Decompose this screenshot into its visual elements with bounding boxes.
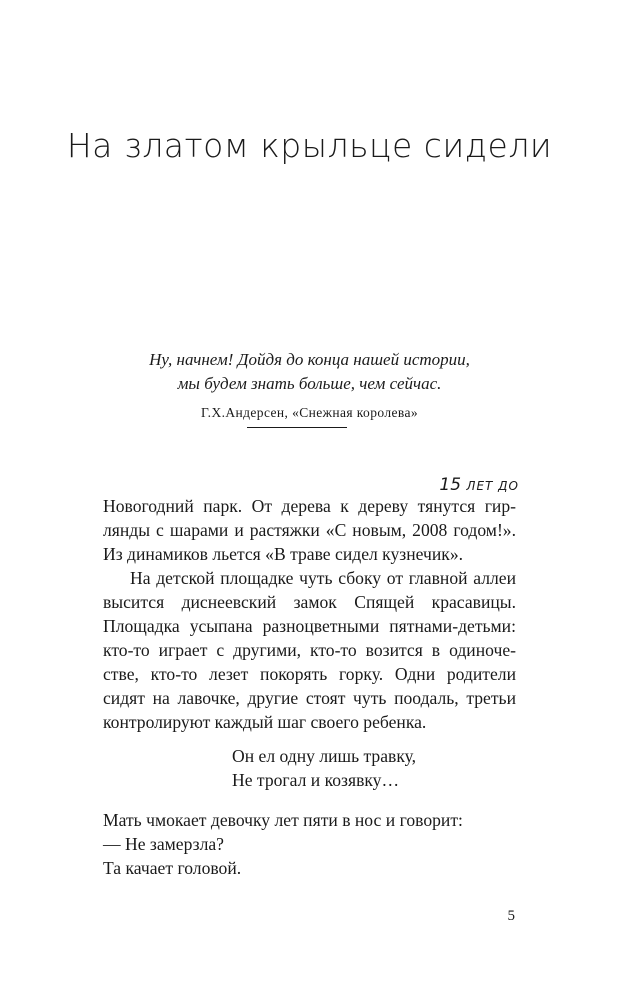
text-line: Та качает головой. bbox=[103, 858, 242, 878]
epigraph-divider bbox=[247, 427, 347, 428]
epigraph-line: Ну, начнем! Дойдя до конца нашей истории, bbox=[149, 350, 470, 369]
text-line: стве, кто-то лезет покорять горку. Одни родители bbox=[103, 664, 516, 684]
chapter-title: На златом крыльце сидели bbox=[66, 126, 553, 165]
paragraph-3 bbox=[103, 808, 516, 880]
poem-line: Он ел одну лишь травку, bbox=[232, 746, 417, 766]
text-line: Площадка усыпана разноцветными пятнами-детьми: bbox=[103, 616, 516, 636]
text-line: На детской площадке чуть сбоку от главной аллеи bbox=[130, 568, 516, 588]
text-line: сидят на лавочке, другие стоят чуть поодаль, третьи bbox=[103, 688, 516, 708]
epigraph bbox=[0, 348, 619, 423]
text-line: кто-то играет с другими, кто-то возится в одиноче- bbox=[103, 640, 516, 660]
paragraph-2 bbox=[103, 566, 516, 734]
text-line: высится диснеевский замок Спящей красавицы. bbox=[103, 592, 516, 612]
text-line: лянды с шарами и растяжки «С новым, 2008 годом!». bbox=[103, 520, 516, 540]
page-number: 5 bbox=[507, 908, 515, 924]
text-line: контролируют каждый шаг своего ребенка. bbox=[103, 712, 427, 732]
time-marker-text: ЛЕТ ДО bbox=[466, 479, 519, 493]
time-marker-number: 15 bbox=[439, 475, 462, 495]
poem-excerpt bbox=[232, 744, 416, 792]
epigraph-source: Г.Х.Андерсен, «Снежная королева» bbox=[200, 405, 418, 420]
poem-line: Не трогал и козявку… bbox=[232, 770, 400, 790]
text-line: Новогодний парк. От дерева к дереву тянутся гир- bbox=[103, 496, 516, 516]
text-line: Из динамиков льется «В траве сидел кузнечик». bbox=[103, 544, 464, 564]
dialogue-line: — Не замерзла? bbox=[103, 834, 224, 854]
paragraph-1 bbox=[103, 494, 516, 566]
epigraph-line: мы будем знать больше, чем сейчас. bbox=[177, 374, 442, 393]
text-line: Мать чмокает девочку лет пяти в нос и говорит: bbox=[103, 810, 463, 830]
